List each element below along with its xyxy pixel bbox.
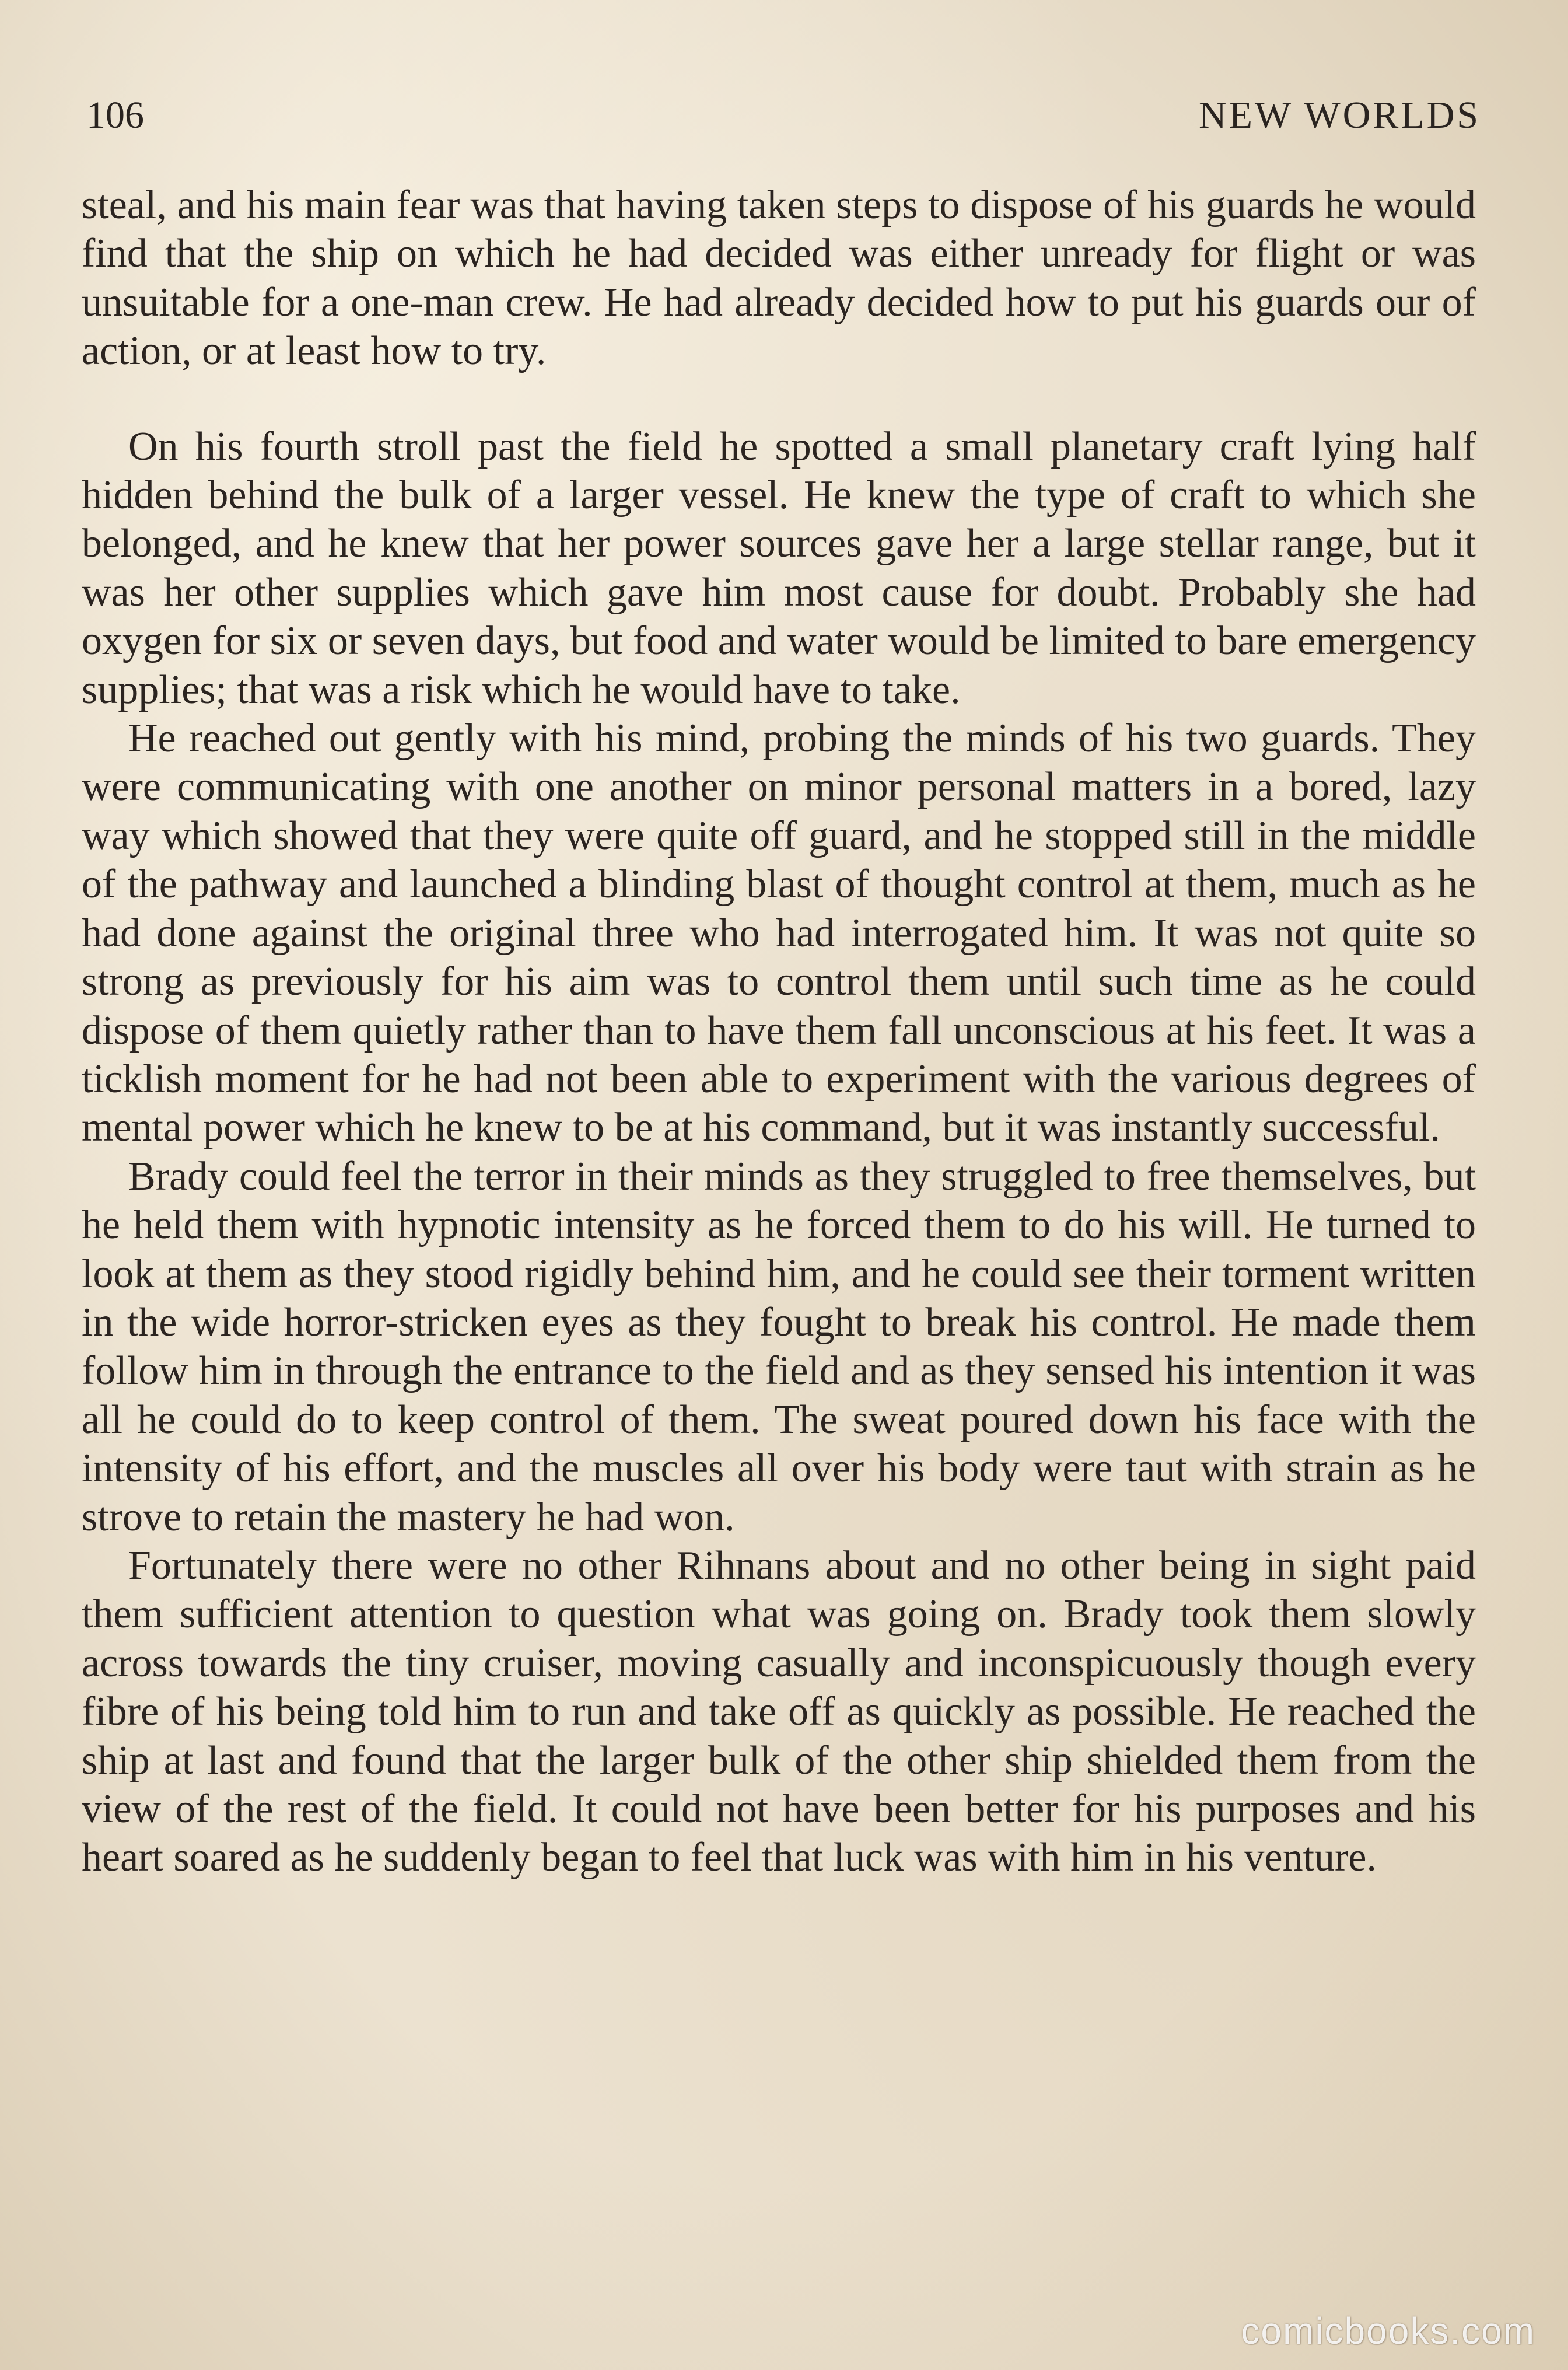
paragraph-2: On his fourth stroll past the field he spotted a small planetary craft lying half hidden behind the bulk of a larger vessel. He knew the type of craft to which she belonged, and he knew that her power sources gave her a large stellar range, but it was her other supplies which gave him most cause for doubt. Probably she had oxygen for six or seven days, but food and water would be limited to bare emergency supplies; that was a risk which he would have to take. <box>82 424 1476 712</box>
watermark: comicbooks.com <box>1241 2310 1535 2352</box>
running-head: NEW WORLDS <box>1198 94 1480 137</box>
body-text <box>82 181 1476 1882</box>
paragraph-5: Fortunately there were no other Rihnans about and no other being in sight paid them sufficient attention to question what was going on. Brady took them slowly across towards the tiny cruiser, moving casually and inconspicuously though every fibre of his being told him to run and take off as quickly as possible. He reached the ship at last and found that the larger bulk of the other ship shielded them from the view of the rest of the field. It could not have been better for his purposes and his heart soared as he suddenly began to feel that luck was with him in his venture. <box>82 1543 1476 1880</box>
paragraph-3: He reached out gently with his mind, probing the minds of his two guards. They were communicating with one another on minor personal matters in a bored, lazy way which showed that they were quite off guard, and he stopped still in the middle of the pathway and launched a blinding blast of thought control at them, much as he had done against the original three who had interrogated him. It was not quite so strong as previously for his aim was to control them until such time as he could dispose of them quietly rather than to have them fall unconscious at his feet. It was a ticklish moment for he had not been able to experiment with the various degrees of mental power which he knew to be at his command, but it was instantly successful. <box>82 716 1476 1151</box>
paragraph-4: Brady could feel the terror in their minds as they struggled to free themselves, but he held them with hypnotic intensity as he forced them to do his will. He turned to look at them as they stood rigidly behind him, and he could see their torment written in the wide horror-stricken eyes as they fought to break his control. He made them follow him in through the entrance to the field and as they sensed his intention it was all he could do to keep control of them. The sweat poured down his face with the intensity of his effort, and the muscles all over his body were taut with strain as he strove to retain the mastery he had won. <box>82 1153 1476 1540</box>
paragraph-1: steal, and his main fear was that having taken steps to dispose of his guards he would find that the ship on which he had decided was either unready for flight or was unsuitable for a one-man crew. He had already decided how to put his guards our of action, or at least how to try. <box>82 183 1476 374</box>
page-number: 106 <box>86 94 144 137</box>
page-header <box>86 86 1480 151</box>
